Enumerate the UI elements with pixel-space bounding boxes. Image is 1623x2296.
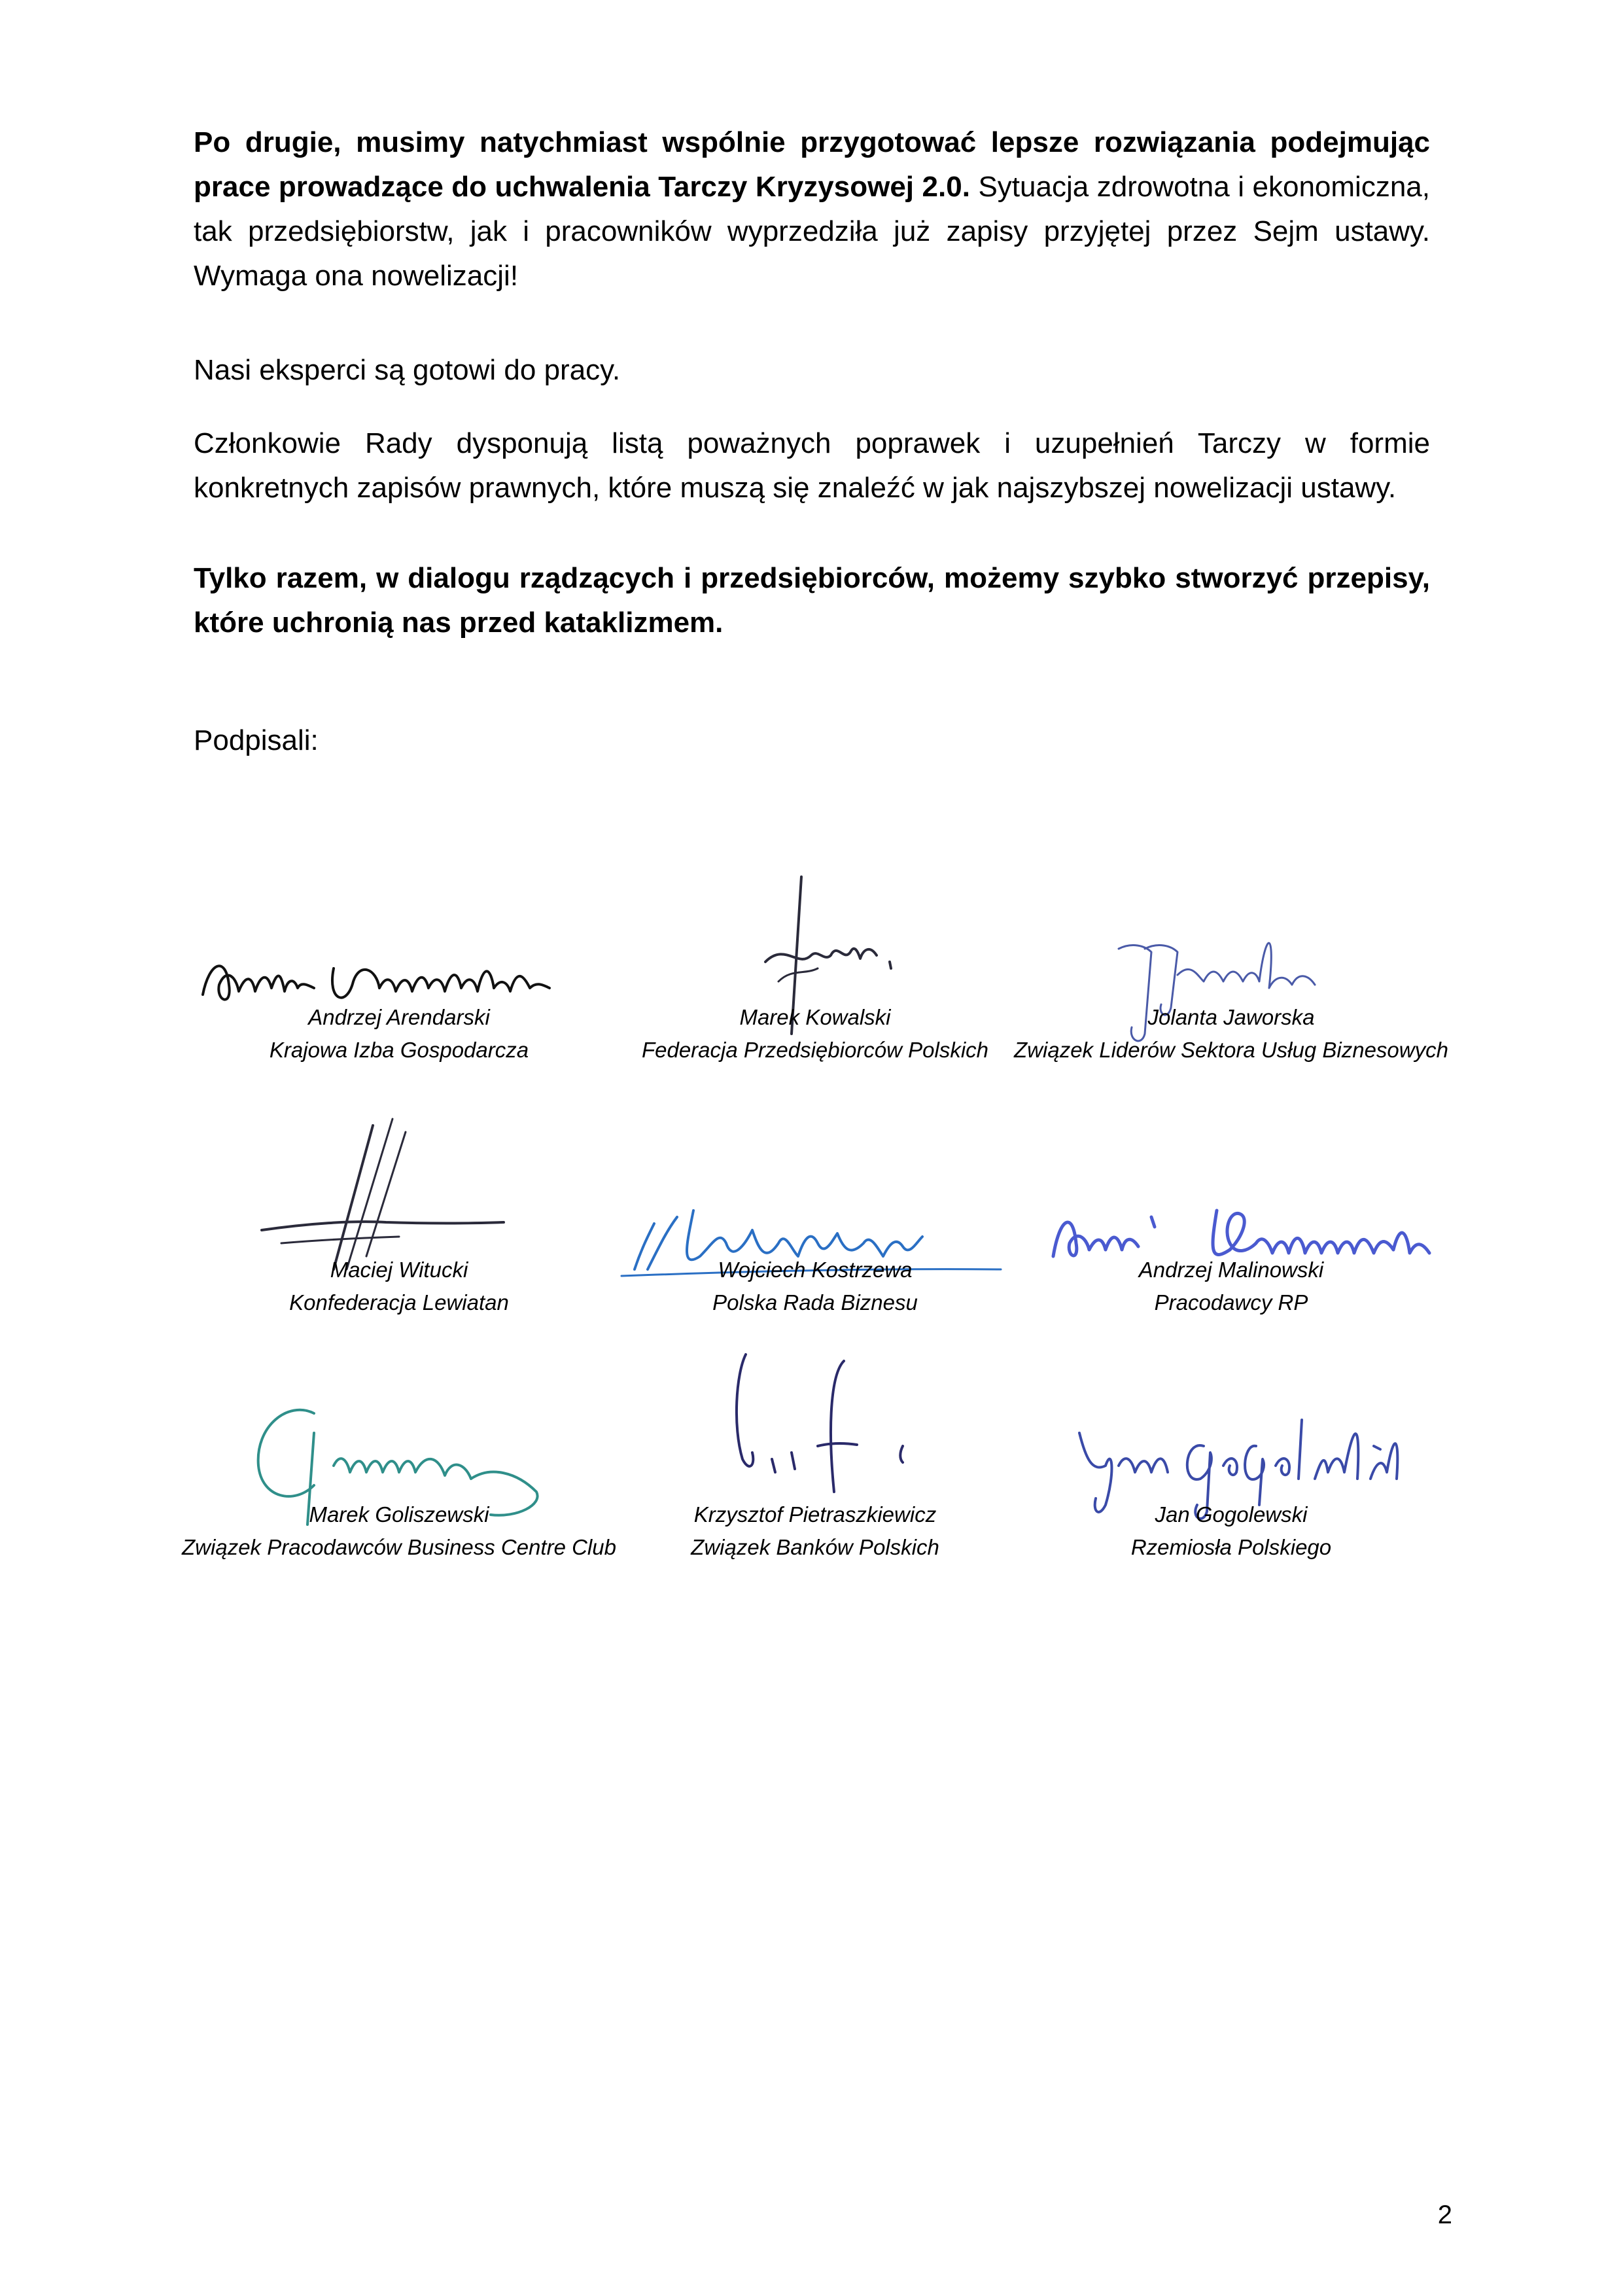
paragraph-dialogue-appeal: Tylko razem, w dialogu rządzących i przedsiębiorców, możemy szybko stworzyć przepisy, które uchronią nas przed kataklizmem. [194,562,1430,639]
signatory-name: Andrzej Malinowski [1138,1258,1324,1282]
paragraph-experts-ready: Nasi eksperci są gotowi do pracy. [194,354,621,386]
signatory-organization: Pracodawcy RP [1154,1290,1308,1315]
signatory-name: Marek Goliszewski [309,1502,489,1527]
signatory-organization: Krajowa Izba Gospodarcza [269,1038,529,1062]
signatory-name: Wojciech Kostrzewa [718,1258,913,1282]
page-number: 2 [1437,2200,1452,2229]
signatory-block [1002,1254,1460,1319]
signatory-name: Jan Gogolewski [1155,1502,1308,1527]
signatory-block [1002,1001,1460,1067]
signatory-block [1002,1498,1460,1564]
signatory-organization: Polska Rada Biznesu [712,1290,918,1315]
signatory-name: Jolanta Jaworska [1147,1005,1315,1029]
signature-krzysztof-pietraszkiewicz [707,1348,942,1511]
signatory-name: Maciej Witucki [330,1258,468,1282]
signatory-block [586,1001,1044,1067]
signed-label: Podpisali: [194,724,319,756]
signatory-block [586,1498,1044,1564]
signatory-organization: Związek Banków Polskich [691,1535,939,1559]
signatory-name: Krzysztof Pietraszkiewicz [693,1502,937,1527]
paragraph-bold-lead: Po drugie, musimy natychmiast wspólnie przygotować lepsze rozwiązania podejmując prace prowadzące do uchwalenia Tarczy Kryzysowej 2.0. [194,126,1430,203]
signatory-name: Andrzej Arendarski [308,1005,490,1029]
paragraph-continuation: Sytuacja zdrowotna i ekonomiczna, tak przedsiębiorstw, jak i pracowników wyprzedziła już zapisy przyjętej przez Sejm ustawy. Wymaga ona nowelizacji! [194,171,1430,292]
signatory-organization: Konfederacja Lewiatan [289,1290,509,1315]
signatory-organization: Federacja Przedsiębiorców Polskich [641,1038,989,1062]
signatory-organization: Związek Pracodawców Business Centre Club [182,1535,616,1559]
signatory-block [586,1254,1044,1319]
signatory-organization: Rzemiosła Polskiego [1130,1535,1332,1559]
signatory-block [170,1001,628,1067]
signatory-name: Marek Kowalski [739,1005,891,1029]
signatory-block [170,1498,628,1564]
signatory-organization: Związek Liderów Sektora Usług Biznesowych [1014,1038,1448,1062]
paragraph-council-amendments: Członkowie Rady dysponują listą poważnych poprawek i uzupełnień Tarczy w formie konkretnych zapisów prawnych, które muszą się znaleźć w jak najszybszej nowelizacji ustawy. [194,427,1430,504]
signatory-block [170,1254,628,1319]
